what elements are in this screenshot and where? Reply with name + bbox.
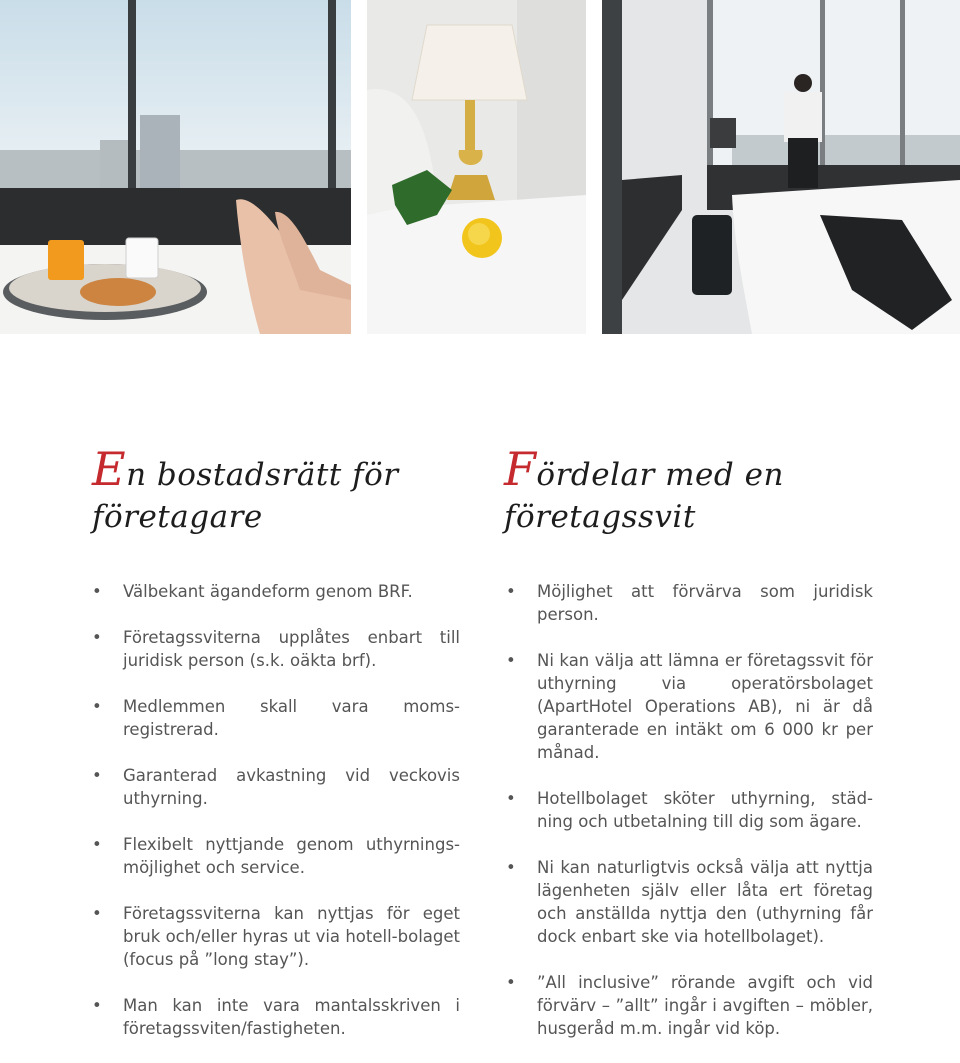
list-item: • Möjlighet att förvärva som juridisk person. [506, 580, 873, 626]
heading-fordelar-med-en-foretagssvit [504, 442, 904, 538]
heading-text: ördelar med en [536, 457, 784, 493]
heading-text: n bostadsrätt för [126, 457, 399, 493]
list-item: • Garanterad avkastning vid veckovis uthyrning. [92, 764, 460, 810]
list-item: • Välbekant ägandeform genom BRF. [92, 580, 460, 603]
list-item: • Ni kan välja att lämna er företagssvit för uthyrning via operatörsbolaget (ApartHotel Operations AB), ni är då garanterade en intäkt om 6 000 kr per månad. [506, 649, 873, 764]
list-item: • Företagssviterna kan nyttjas för eget bruk och/eller hyras ut via hotell-bolaget (focus på ”long stay”). [92, 902, 460, 971]
businessman-at-window-photo [602, 0, 960, 334]
list-item: • Hotellbolaget sköter uthyrning, städ-ning och utbetalning till dig som ägare. [506, 787, 873, 833]
lamp-and-rose-photo [367, 0, 586, 334]
list-item: • ”All inclusive” rörande avgift och vid förvärv – ”allt” ingår i avgiften – möbler, husgeråd m.m. ingår vid köp. [506, 971, 873, 1040]
heading-text-line2: företagssvit [504, 499, 696, 535]
list-item: • Flexibelt nyttjande genom uthyrnings-möjlighet och service. [92, 833, 460, 879]
bullet-list-right [506, 580, 873, 1063]
breakfast-in-bed-photo [0, 0, 351, 334]
list-item: • Ni kan naturligtvis också välja att nyttja lägenheten själv eller låta ert företag och anställda nyttja den (uthyrning får dock enbart ske via hotellbolaget). [506, 856, 873, 948]
heading-bostadsratt-for-foretagare [92, 442, 452, 538]
heading-initial-letter: F [504, 442, 537, 496]
list-item: • Företagssviterna upplåtes enbart till juridisk person (s.k. oäkta brf). [92, 626, 460, 672]
heading-initial-letter: E [92, 442, 127, 496]
list-item: • Medlemmen skall vara moms-registrerad. [92, 695, 460, 741]
bullet-list-left [92, 580, 460, 1063]
list-item: • Man kan inte vara mantalsskriven i företagssviten/fastigheten. [92, 994, 460, 1040]
heading-text-line2: företagare [92, 499, 263, 535]
